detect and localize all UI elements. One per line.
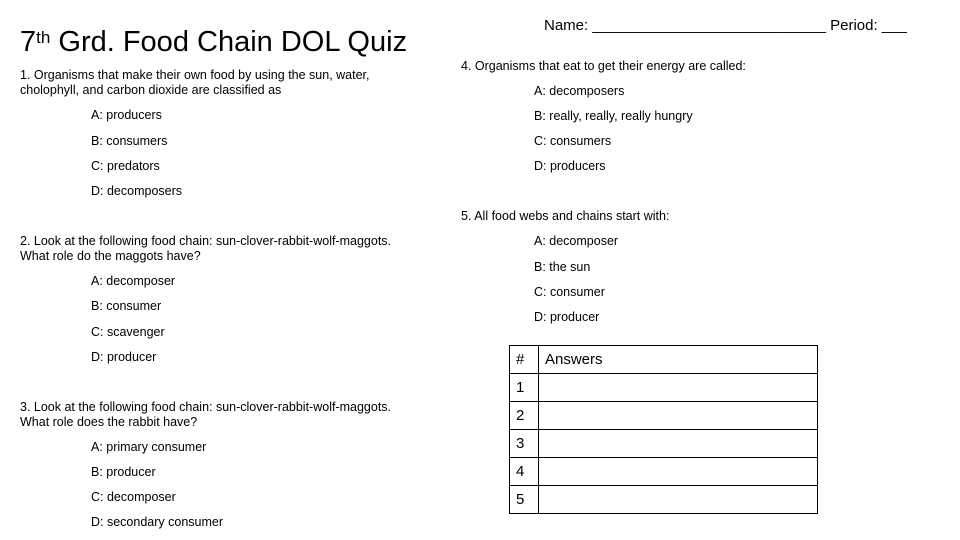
question-2-line-2: What role do the maggots have? [20,249,201,263]
question-4-option-a: A: decomposers [534,84,625,98]
question-4-option-c: C: consumers [534,134,612,148]
question-1-line-2: cholophyll, and carbon dioxide are classified as [20,83,282,97]
question-3-line-1: 3. Look at the following food chain: sun-clover-rabbit-wolf-maggots. [20,400,392,414]
question-3-option-a: A: primary consumer [91,440,207,454]
answers-table-header-number: # [510,346,539,374]
answers-table-header-row [510,346,818,374]
answer-cell[interactable] [539,374,818,402]
question-2-option-a: A: decomposer [91,274,176,288]
question-3-option-c: C: decomposer [91,490,176,504]
answers-table [509,345,818,514]
question-3-option-d: D: secondary consumer [91,515,224,529]
table-row [510,430,818,458]
question-1-option-c: C: predators [91,159,160,173]
answer-row-number: 5 [510,486,539,514]
table-row [510,374,818,402]
question-1-option-b: B: consumers [91,134,168,148]
answer-cell[interactable] [539,430,818,458]
question-4-option-d: D: producers [534,159,606,173]
answer-row-number: 4 [510,458,539,486]
question-5-option-a: A: decomposer [534,234,619,248]
question-5-option-b: B: the sun [534,260,591,274]
answer-cell[interactable] [539,486,818,514]
question-2-option-b: B: consumer [91,299,162,313]
table-row [510,402,818,430]
question-2-option-c: C: scavenger [91,325,165,339]
question-5-option-c: C: consumer [534,285,605,299]
question-5-option-d: D: producer [534,310,600,324]
name-period-line: Name: ____________________________ Period: ___ [544,17,907,34]
table-row [510,458,818,486]
answer-cell[interactable] [539,458,818,486]
question-2-option-d: D: producer [91,350,157,364]
question-4-line-1: 4. Organisms that eat to get their energy are called: [461,59,746,73]
question-3-line-2: What role does the rabbit have? [20,415,198,429]
table-row [510,486,818,514]
question-2-line-1: 2. Look at the following food chain: sun-clover-rabbit-wolf-maggots. [20,234,392,248]
answers-table-header-answers: Answers [539,346,818,374]
answer-cell[interactable] [539,402,818,430]
quiz-title: 7th Grd. Food Chain DOL Quiz [20,26,408,58]
answer-row-number: 1 [510,374,539,402]
question-5-line-1: 5. All food webs and chains start with: [461,209,670,223]
question-1-option-d: D: decomposers [91,184,183,198]
question-4-option-b: B: really, really, really hungry [534,109,693,123]
question-1-option-a: A: producers [91,108,162,122]
question-1-line-1: 1. Organisms that make their own food by using the sun, water, [20,68,370,82]
question-3-option-b: B: producer [91,465,156,479]
answer-row-number: 2 [510,402,539,430]
answer-row-number: 3 [510,430,539,458]
